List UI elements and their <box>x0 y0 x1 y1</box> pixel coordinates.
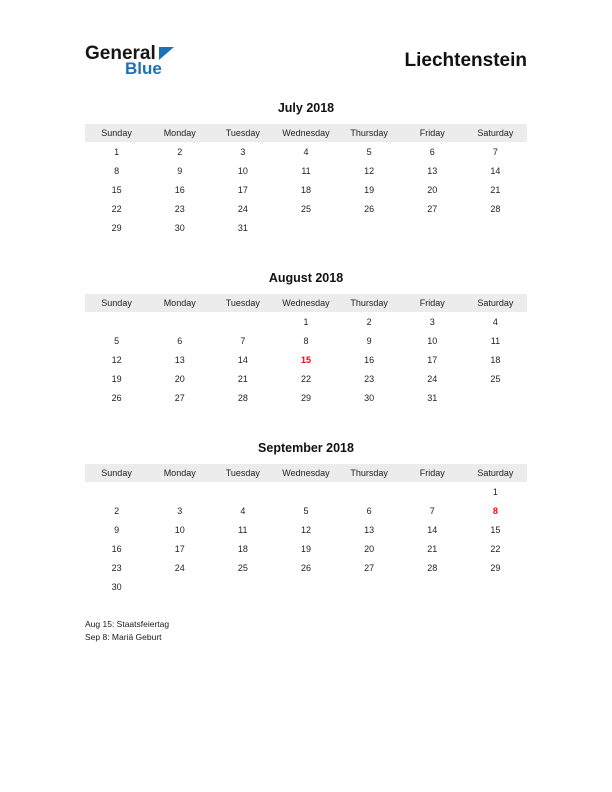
day-cell: 10 <box>237 165 248 176</box>
week-row <box>85 520 527 539</box>
empty-cell <box>148 312 211 331</box>
holiday-note: Aug 15: Staatsfeiertag <box>85 619 170 629</box>
week-row <box>85 577 527 596</box>
weekday-header: Saturday <box>464 464 527 482</box>
empty-cell <box>211 312 274 331</box>
weekday-header: Saturday <box>464 294 527 312</box>
month-title: August 2018 <box>268 271 344 285</box>
day-cell: 31 <box>237 222 248 233</box>
day-cell: 21 <box>490 184 501 195</box>
day-cell: 24 <box>237 203 248 214</box>
weekday-header: Tuesday <box>211 124 274 142</box>
day-cell: 14 <box>237 354 248 365</box>
month-table <box>85 294 527 407</box>
day-cell: 28 <box>490 203 501 214</box>
day-cell: 5 <box>366 146 372 157</box>
day-cell: 21 <box>237 373 248 384</box>
day-cell: 5 <box>114 335 120 346</box>
day-cell: 22 <box>300 373 311 384</box>
week-row <box>85 558 527 577</box>
week-row <box>85 199 527 218</box>
weekday-header: Friday <box>401 294 464 312</box>
weekday-header: Friday <box>401 464 464 482</box>
weekday-header: Thursday <box>338 464 401 482</box>
day-cell: 18 <box>490 354 501 365</box>
weekday-header: Saturday <box>464 124 527 142</box>
day-cell: 9 <box>177 165 183 176</box>
day-cell: 24 <box>174 562 185 573</box>
day-cell: 19 <box>300 543 311 554</box>
day-cell: 18 <box>237 543 248 554</box>
empty-cell <box>148 482 211 501</box>
day-cell: 27 <box>427 203 438 214</box>
day-cell: 14 <box>427 524 438 535</box>
day-cell: 23 <box>111 562 122 573</box>
empty-cell <box>401 577 464 596</box>
weekday-header: Sunday <box>85 464 148 482</box>
week-row <box>85 388 527 407</box>
day-cell: 20 <box>427 184 438 195</box>
empty-cell <box>85 482 148 501</box>
week-row <box>85 482 527 501</box>
day-cell: 15 <box>490 524 501 535</box>
day-cell: 30 <box>174 222 185 233</box>
day-cell: 23 <box>364 373 375 384</box>
empty-cell <box>401 482 464 501</box>
empty-cell <box>274 482 337 501</box>
empty-cell <box>211 482 274 501</box>
day-cell: 7 <box>429 505 435 516</box>
day-cell: 2 <box>177 146 183 157</box>
week-row <box>85 180 527 199</box>
month-section <box>85 441 527 596</box>
day-cell: 28 <box>237 392 248 403</box>
weekday-header: Sunday <box>85 124 148 142</box>
page-header <box>85 44 527 77</box>
day-cell: 31 <box>427 392 438 403</box>
day-cell: 6 <box>177 335 183 346</box>
day-cell: 21 <box>427 543 438 554</box>
day-cell: 7 <box>492 146 498 157</box>
day-cell: 10 <box>427 335 438 346</box>
day-cell: 4 <box>492 316 498 327</box>
day-cell: 8 <box>114 165 120 176</box>
empty-cell <box>274 577 337 596</box>
weekday-header: Thursday <box>338 294 401 312</box>
week-row <box>85 369 527 388</box>
empty-cell <box>85 312 148 331</box>
day-cell: 16 <box>364 354 375 365</box>
day-cell: 26 <box>300 562 311 573</box>
day-cell: 28 <box>427 562 438 573</box>
day-cell: 17 <box>427 354 438 365</box>
day-cell: 9 <box>114 524 120 535</box>
weekday-header: Monday <box>148 294 211 312</box>
week-row <box>85 350 527 369</box>
day-cell: 23 <box>174 203 185 214</box>
day-cell: 15 <box>111 184 122 195</box>
week-row <box>85 218 527 237</box>
day-cell: 6 <box>429 146 435 157</box>
week-row <box>85 161 527 180</box>
week-row <box>85 501 527 520</box>
month-title: September 2018 <box>258 441 354 455</box>
calendars <box>85 101 527 596</box>
empty-cell <box>338 482 401 501</box>
day-cell: 29 <box>300 392 311 403</box>
weekday-header: Tuesday <box>211 294 274 312</box>
day-cell: 16 <box>111 543 122 554</box>
day-cell: 19 <box>364 184 375 195</box>
day-cell: 12 <box>111 354 122 365</box>
day-cell: 26 <box>111 392 122 403</box>
holiday-note: Sep 8: Mariä Geburt <box>85 631 162 642</box>
day-cell: 1 <box>114 146 120 157</box>
day-cell: 20 <box>174 373 185 384</box>
day-cell: 30 <box>111 581 122 592</box>
weekday-header-row <box>85 464 527 482</box>
week-row <box>85 331 527 350</box>
week-row <box>85 142 527 161</box>
month-section <box>85 271 527 407</box>
weekday-header: Sunday <box>85 294 148 312</box>
day-cell: 27 <box>364 562 375 573</box>
day-cell: 30 <box>364 392 375 403</box>
day-cell: 5 <box>303 505 309 516</box>
day-cell: 26 <box>364 203 375 214</box>
holiday-notes <box>85 618 527 644</box>
empty-cell <box>464 218 527 237</box>
day-cell: 25 <box>237 562 248 573</box>
month-table <box>85 124 527 237</box>
weekday-header: Friday <box>401 124 464 142</box>
day-cell: 25 <box>300 203 311 214</box>
day-cell: 11 <box>238 524 248 535</box>
empty-cell <box>148 577 211 596</box>
day-cell: 6 <box>366 505 372 516</box>
empty-cell <box>338 218 401 237</box>
week-row <box>85 539 527 558</box>
day-cell: 16 <box>174 184 185 195</box>
weekday-header: Monday <box>148 464 211 482</box>
day-cell: 22 <box>111 203 122 214</box>
day-cell: 17 <box>237 184 248 195</box>
weekday-header-row <box>85 124 527 142</box>
day-cell: 22 <box>490 543 501 554</box>
day-cell: 3 <box>429 316 435 327</box>
day-cell: 17 <box>174 543 185 554</box>
day-cell: 8 <box>492 505 498 516</box>
day-cell: 13 <box>427 165 438 176</box>
day-cell: 2 <box>366 316 372 327</box>
day-cell: 18 <box>300 184 311 195</box>
day-cell: 19 <box>111 373 122 384</box>
day-cell: 12 <box>300 524 311 535</box>
day-cell: 15 <box>300 354 311 365</box>
day-cell: 4 <box>303 146 309 157</box>
weekday-header-row <box>85 294 527 312</box>
weekday-header: Wednesday <box>274 464 337 482</box>
day-cell: 12 <box>364 165 375 176</box>
month-title: July 2018 <box>277 101 335 115</box>
day-cell: 9 <box>366 335 372 346</box>
page-content <box>85 0 527 644</box>
day-cell: 25 <box>490 373 501 384</box>
logo-word-blue: Blue <box>125 59 162 78</box>
day-cell: 4 <box>240 505 246 516</box>
day-cell: 13 <box>174 354 185 365</box>
day-cell: 7 <box>240 335 246 346</box>
weekday-header: Monday <box>148 124 211 142</box>
day-cell: 1 <box>492 486 498 497</box>
day-cell: 29 <box>111 222 122 233</box>
general-blue-logo <box>85 44 174 77</box>
day-cell: 24 <box>427 373 438 384</box>
weekday-header: Wednesday <box>274 294 337 312</box>
day-cell: 20 <box>364 543 375 554</box>
weekday-header: Wednesday <box>274 124 337 142</box>
weekday-header: Thursday <box>338 124 401 142</box>
day-cell: 2 <box>114 505 120 516</box>
day-cell: 10 <box>174 524 185 535</box>
day-cell: 3 <box>177 505 183 516</box>
month-table <box>85 464 527 596</box>
empty-cell <box>211 577 274 596</box>
day-cell: 11 <box>490 335 501 346</box>
weekday-header: Tuesday <box>211 464 274 482</box>
day-cell: 11 <box>301 165 311 176</box>
day-cell: 13 <box>364 524 375 535</box>
empty-cell <box>401 218 464 237</box>
day-cell: 27 <box>174 392 185 403</box>
logo-word-general: General <box>85 43 156 64</box>
empty-cell <box>338 577 401 596</box>
day-cell: 29 <box>490 562 501 573</box>
week-row <box>85 312 527 331</box>
empty-cell <box>464 388 527 407</box>
day-cell: 14 <box>490 165 501 176</box>
page-title: Liechtenstein <box>404 49 527 71</box>
day-cell: 8 <box>303 335 309 346</box>
day-cell: 3 <box>240 146 246 157</box>
empty-cell <box>274 218 337 237</box>
month-section <box>85 101 527 237</box>
day-cell: 1 <box>303 316 309 327</box>
empty-cell <box>464 577 527 596</box>
